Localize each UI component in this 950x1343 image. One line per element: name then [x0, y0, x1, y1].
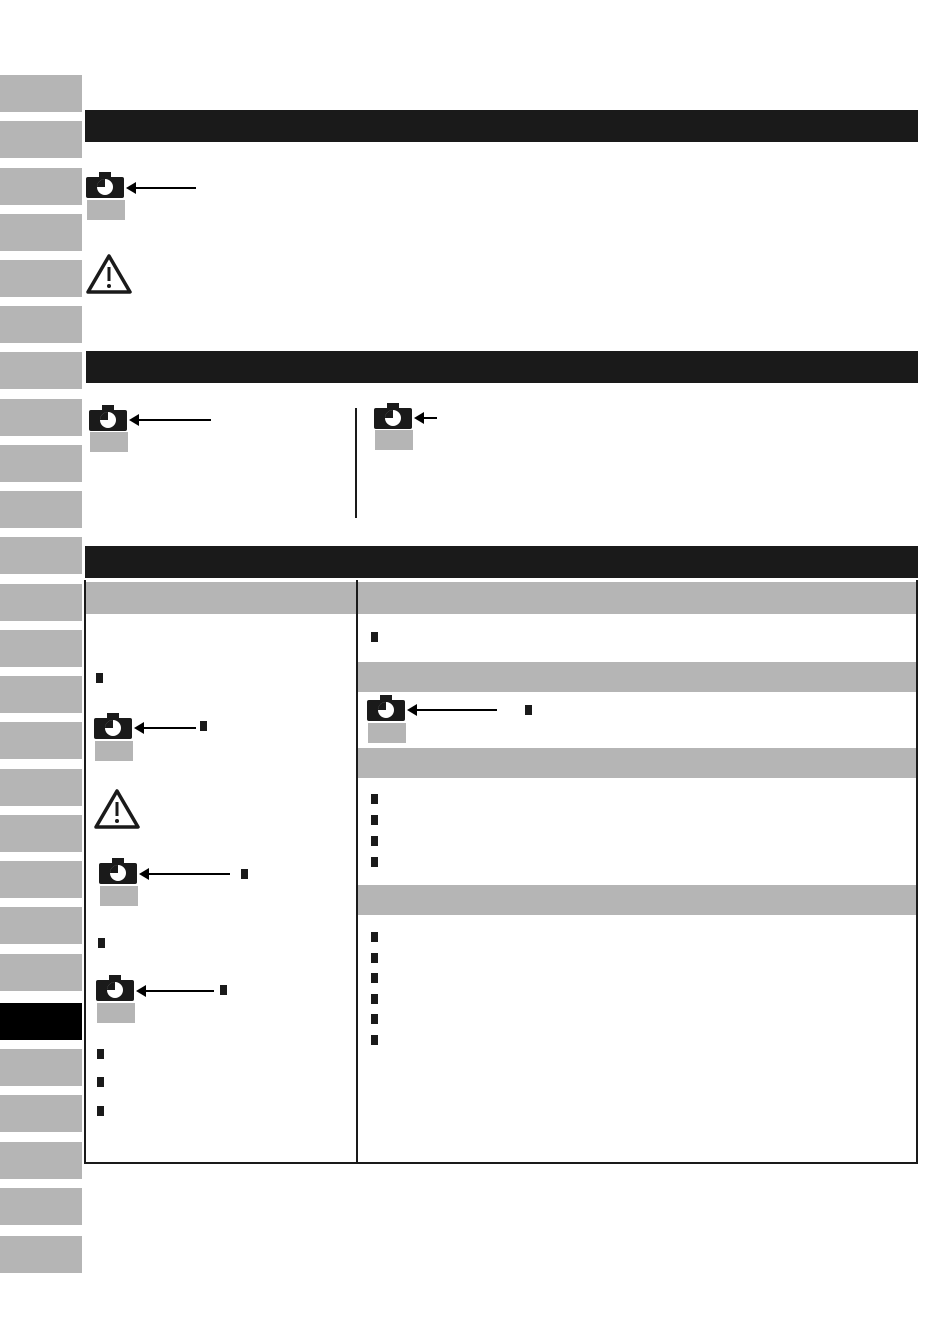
camera-label-box [375, 430, 413, 450]
square-bullet-icon [97, 1077, 104, 1087]
language-tab[interactable] [0, 907, 82, 944]
square-bullet-icon [371, 1035, 378, 1045]
arrow-left-icon [131, 419, 211, 421]
language-tab[interactable] [0, 75, 82, 112]
camera-icon [96, 975, 134, 1001]
camera-icon [367, 695, 405, 721]
camera-label-box [368, 723, 406, 743]
warning-triangle-icon [94, 789, 140, 829]
camera-icon [89, 405, 127, 431]
language-tab[interactable] [0, 260, 82, 297]
language-tab[interactable] [0, 1049, 82, 1086]
language-tab[interactable] [0, 1142, 82, 1179]
square-bullet-icon [371, 973, 378, 983]
square-bullet-icon [371, 632, 378, 642]
section-3-header-bar [85, 546, 918, 578]
subsection-header [358, 662, 916, 692]
language-tab[interactable] [0, 769, 82, 806]
square-bullet-icon [220, 985, 227, 995]
square-bullet-icon [96, 673, 103, 683]
square-bullet-icon [200, 721, 207, 731]
table-right-border [916, 580, 918, 1164]
language-tab[interactable] [0, 1095, 82, 1132]
language-tab[interactable] [0, 676, 82, 713]
camera-icon [99, 858, 137, 884]
arrow-left-icon [416, 417, 437, 419]
camera-label-box [97, 1003, 135, 1023]
camera-label-box [87, 200, 125, 220]
square-bullet-icon [241, 869, 248, 879]
language-tab[interactable] [0, 861, 82, 898]
square-bullet-icon [371, 932, 378, 942]
table-left-border [84, 580, 86, 1164]
section-1-header-bar [85, 110, 918, 142]
square-bullet-icon [371, 994, 378, 1004]
camera-icon [374, 403, 412, 429]
language-tab[interactable] [0, 491, 82, 528]
square-bullet-icon [371, 953, 378, 963]
square-bullet-icon [371, 815, 378, 825]
language-tab[interactable] [0, 1236, 82, 1273]
warning-triangle-icon [86, 254, 132, 294]
language-tab[interactable] [0, 954, 82, 991]
camera-icon [94, 713, 132, 739]
language-tab[interactable] [0, 168, 82, 205]
arrow-left-icon [138, 990, 214, 992]
square-bullet-icon [371, 1014, 378, 1024]
square-bullet-icon [371, 836, 378, 846]
table-bottom-border [84, 1162, 918, 1164]
language-tab-active[interactable] [0, 1003, 82, 1040]
language-tab[interactable] [0, 815, 82, 852]
language-tab[interactable] [0, 584, 82, 621]
language-tab[interactable] [0, 121, 82, 158]
camera-label-box [95, 741, 133, 761]
language-tab[interactable] [0, 399, 82, 436]
language-tab[interactable] [0, 722, 82, 759]
square-bullet-icon [371, 857, 378, 867]
square-bullet-icon [525, 705, 532, 715]
language-tab[interactable] [0, 537, 82, 574]
arrow-left-icon [141, 873, 230, 875]
camera-icon [86, 172, 124, 198]
language-tab[interactable] [0, 1188, 82, 1225]
arrow-left-icon [409, 709, 497, 711]
camera-label-box [90, 432, 128, 452]
arrow-left-icon [128, 187, 196, 189]
language-tab[interactable] [0, 352, 82, 389]
camera-label-box [100, 886, 138, 906]
square-bullet-icon [98, 938, 105, 948]
square-bullet-icon [97, 1106, 104, 1116]
subsection-header [358, 885, 916, 915]
column-divider [355, 408, 357, 518]
language-tab[interactable] [0, 214, 82, 251]
arrow-left-icon [136, 727, 196, 729]
language-tab[interactable] [0, 630, 82, 667]
table-header-right [358, 582, 916, 614]
language-tab[interactable] [0, 445, 82, 482]
section-2-header-bar [86, 351, 918, 383]
square-bullet-icon [97, 1049, 104, 1059]
table-header-left [86, 582, 356, 614]
subsection-header [358, 748, 916, 778]
language-tab[interactable] [0, 306, 82, 343]
square-bullet-icon [371, 794, 378, 804]
